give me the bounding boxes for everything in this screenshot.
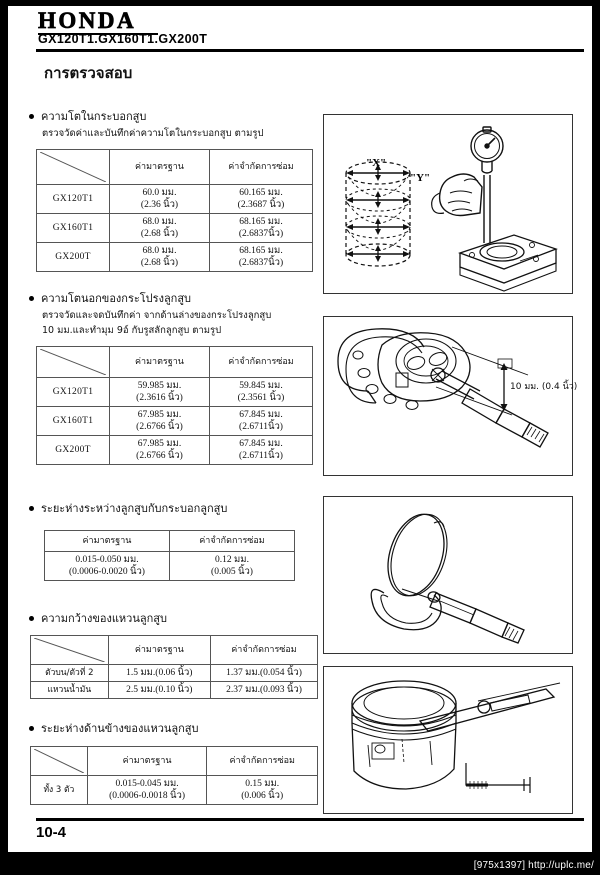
header-standard: ค่ามาตรฐาน xyxy=(45,531,170,552)
value-mm: 67.985 มม. xyxy=(137,410,182,420)
cell-standard xyxy=(110,436,210,465)
table-row xyxy=(31,682,318,699)
section-heading: ระยะห่างระหว่างลูกสูบกับกระบอกลูกสูบ xyxy=(28,501,295,516)
section-heading: ความโตนอกของกระโปรงลูกสูบ xyxy=(28,291,313,306)
cell-standard xyxy=(45,552,170,581)
header-limit: ค่าจำกัดการซ่อม xyxy=(207,747,318,776)
value-mm: 0.015-0.045 มม. xyxy=(115,779,179,789)
piston-skirt-diagram xyxy=(324,317,572,475)
value-limit: 2.37 มม.(0.093 นิ้ว) xyxy=(226,685,302,695)
specifications-column xyxy=(8,6,318,852)
cylinder-bore-diagram xyxy=(324,115,572,293)
cell-standard xyxy=(110,185,210,214)
cell-standard xyxy=(108,682,210,699)
section-ring-side-clearance xyxy=(28,721,318,805)
table-cylinder-bore xyxy=(36,149,313,272)
value-inch: (2.3687 นิ้ว) xyxy=(237,200,285,210)
value-inch: (2.6837นิ้ว) xyxy=(238,229,284,239)
section-heading: ความโตในกระบอกสูบ xyxy=(28,109,313,124)
value-mm: 60.0 มม. xyxy=(142,188,177,198)
cell-limit xyxy=(210,407,313,436)
cell-limit xyxy=(170,552,295,581)
table-piston-cylinder-clearance xyxy=(44,530,295,581)
table-header-row xyxy=(45,531,295,552)
manual-page xyxy=(8,6,592,852)
table-row xyxy=(37,436,313,465)
section-cylinder-bore xyxy=(28,109,313,272)
section-description-line: ตรวจวัดค่าและบันทึกค่าความโตในกระบอกสูบ ตามรูป xyxy=(42,128,264,139)
row-label: GX120T1 xyxy=(37,378,110,407)
ring-width-diagram xyxy=(324,497,572,653)
value-mm: 68.165 มม. xyxy=(239,246,283,256)
page-title: การตรวจสอบ xyxy=(44,64,133,82)
header-limit: ค่าจำกัดการซ่อม xyxy=(210,150,313,185)
table-header-row xyxy=(31,747,318,776)
row-label: ตัวบน/ตัวที่ 2 xyxy=(31,665,109,682)
section-ring-width xyxy=(28,611,318,699)
section-description-line: ตรวจวัดและจดบันทึกค่า จากด้านล่างของกระโปรงลูกสูบ xyxy=(42,310,272,321)
value-mm: 59.845 มม. xyxy=(239,381,283,391)
cell-limit xyxy=(211,682,318,699)
header-standard: ค่ามาตรฐาน xyxy=(110,347,210,378)
table-row xyxy=(37,378,313,407)
corner-cell xyxy=(37,150,110,185)
label-axis-x: "X" xyxy=(366,157,387,169)
value-mm: 67.845 มม. xyxy=(239,439,283,449)
value-inch: (0.005 นิ้ว) xyxy=(211,567,253,577)
section-description-line: 10 มม.และทำมุม 9อ์ กับรูสลักลูกสูบ ตามรูป xyxy=(42,325,222,336)
cell-limit xyxy=(207,776,318,805)
row-label: ทั้ง 3 ตัว xyxy=(31,776,88,805)
label-axis-y: "Y" xyxy=(410,172,431,184)
value-mm: 0.15 มม. xyxy=(245,779,280,789)
row-label: GX120T1 xyxy=(37,185,110,214)
value-mm: 67.985 มม. xyxy=(137,439,182,449)
value-inch: (2.6766 นิ้ว) xyxy=(136,422,183,432)
corner-cell xyxy=(31,747,88,776)
value-mm: 60.165 มม. xyxy=(239,188,283,198)
honda-logo: HONDA xyxy=(38,8,137,33)
value-mm: 59.985 มม. xyxy=(137,381,182,391)
value-inch: (2.68 นิ้ว) xyxy=(140,229,179,239)
row-label: GX160T1 xyxy=(37,214,110,243)
cell-limit xyxy=(210,185,313,214)
value-mm: 0.015-0.050 มม. xyxy=(75,555,139,565)
header-standard: ค่ามาตรฐาน xyxy=(108,636,210,665)
value-inch: (2.68 นิ้ว) xyxy=(140,258,179,268)
cell-standard xyxy=(110,378,210,407)
table-header-row xyxy=(37,150,313,185)
value-standard: 1.5 มม.(0.06 นิ้ว) xyxy=(126,668,193,678)
row-label: GX200T xyxy=(37,436,110,465)
ring-side-clearance-diagram xyxy=(324,667,572,813)
cell-limit xyxy=(210,214,313,243)
value-mm: 68.165 มม. xyxy=(239,217,283,227)
table-row xyxy=(45,552,295,581)
value-inch: (2.6766 นิ้ว) xyxy=(136,451,183,461)
table-row xyxy=(37,407,313,436)
cell-standard xyxy=(87,776,207,805)
table-row xyxy=(37,243,313,272)
page-number: 10-4 xyxy=(36,824,67,841)
value-inch: (2.3561 นิ้ว) xyxy=(237,393,285,403)
model-numbers: GX120T1.GX160T1.GX200T xyxy=(38,32,208,46)
illustration-piston-skirt-micrometer xyxy=(323,316,578,476)
table-header-row xyxy=(31,636,318,665)
value-inch: (0.0006-0.0020 นิ้ว) xyxy=(69,567,145,577)
section-piston-skirt-od xyxy=(28,291,313,465)
cell-standard xyxy=(108,665,210,682)
row-label: GX200T xyxy=(37,243,110,272)
corner-cell xyxy=(31,636,109,665)
header-limit: ค่าจำกัดการซ่อม xyxy=(170,531,295,552)
cell-standard xyxy=(110,214,210,243)
cell-limit xyxy=(211,665,318,682)
illustration-cylinder-bore-measurement xyxy=(323,114,573,294)
cell-limit xyxy=(210,243,313,272)
value-inch: (0.0006-0.0018 นิ้ว) xyxy=(109,791,186,801)
cell-limit xyxy=(210,378,313,407)
value-standard: 2.5 มม.(0.10 นิ้ว) xyxy=(126,685,193,695)
illustration-piston-ring-side-clearance-feeler xyxy=(323,666,573,814)
corner-cell xyxy=(37,347,110,378)
value-mm: 67.845 มม. xyxy=(239,410,283,420)
section-heading: ระยะห่างด้านข้างของแหวนลูกสูบ xyxy=(28,721,318,736)
table-row xyxy=(37,214,313,243)
header-limit: ค่าจำกัดการซ่อม xyxy=(210,347,313,378)
value-inch: (2.6711นิ้ว) xyxy=(239,422,283,432)
table-row xyxy=(37,185,313,214)
cell-limit xyxy=(210,436,313,465)
cell-standard xyxy=(110,243,210,272)
row-label: แหวนน้ำมัน xyxy=(31,682,109,699)
cell-standard xyxy=(110,407,210,436)
value-mm: 0.12 มม. xyxy=(215,555,249,565)
header-standard: ค่ามาตรฐาน xyxy=(87,747,207,776)
label-dimension-10mm: 10 มม. (0.4 นิ้ว) xyxy=(510,382,578,392)
footer-divider xyxy=(36,818,584,821)
value-limit: 1.37 มม.(0.054 นิ้ว) xyxy=(226,668,302,678)
row-label: GX160T1 xyxy=(37,407,110,436)
table-row xyxy=(31,776,318,805)
value-mm: 68.0 มม. xyxy=(142,217,177,227)
value-inch: (2.3616 นิ้ว) xyxy=(136,393,183,403)
header-standard: ค่ามาตรฐาน xyxy=(110,150,210,185)
value-inch: (2.6711นิ้ว) xyxy=(239,451,283,461)
value-inch: (2.36 นิ้ว) xyxy=(140,200,179,210)
section-piston-cylinder-clearance xyxy=(28,501,295,581)
value-inch: (2.6837นิ้ว) xyxy=(238,258,284,268)
value-inch: (0.006 นิ้ว) xyxy=(241,791,284,801)
value-mm: 68.0 มม. xyxy=(142,246,177,256)
header-limit: ค่าจำกัดการซ่อม xyxy=(211,636,318,665)
section-heading: ความกว้างของแหวนลูกสูบ xyxy=(28,611,318,626)
table-row xyxy=(31,665,318,682)
table-ring-width xyxy=(30,635,318,699)
source-watermark: [975x1397] http://uplc.me/ xyxy=(473,860,594,871)
table-ring-side-clearance xyxy=(30,746,318,805)
illustration-piston-ring-width-micrometer xyxy=(323,496,573,654)
table-header-row xyxy=(37,347,313,378)
table-piston-skirt-od xyxy=(36,346,313,465)
